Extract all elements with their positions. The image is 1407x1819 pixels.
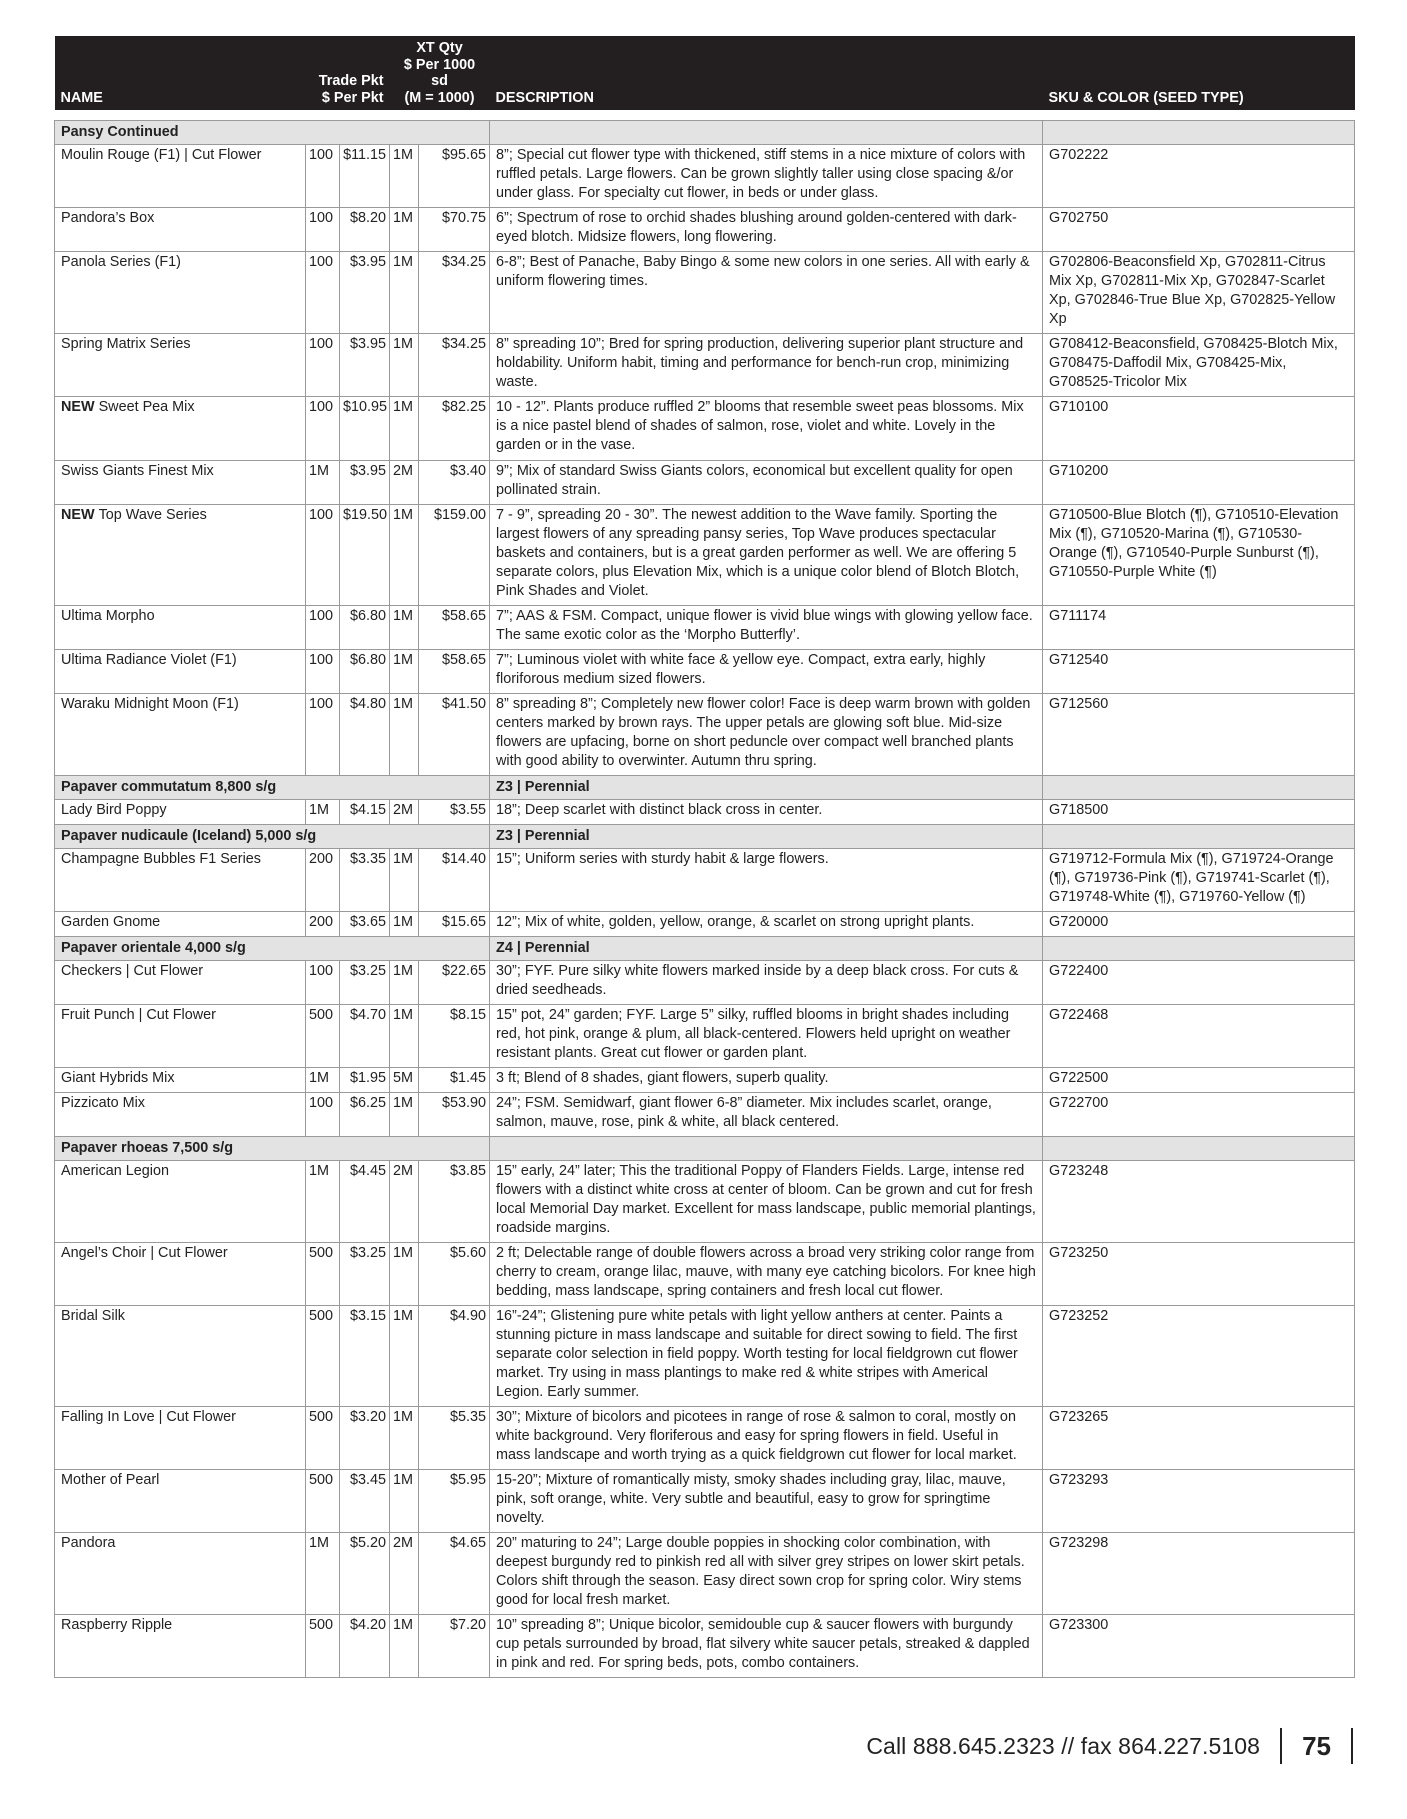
xt-price: $41.50	[419, 693, 490, 775]
page-footer	[866, 1726, 1353, 1766]
trade-pkt-price: $3.95	[340, 460, 390, 504]
section-title: Papaver rhoeas 7,500 s/g	[55, 1136, 490, 1160]
plant-name-text: Checkers | Cut Flower	[61, 962, 204, 979]
xt-price: $5.60	[419, 1243, 490, 1306]
trade-pkt-size: 500	[306, 1615, 340, 1678]
description: 7 - 9”, spreading 20 - 30”. The newest addition to the Wave family. Sporting the largest flowers of any spreading pansy series, Top Wave produces spectacular baskets and containers, but is a great garden performer as well. We are offering 5 separate colors, plus Elevation Mix, which is a unique color blend of Blotch Blotch, Pink Shades and Violet.	[490, 504, 1043, 605]
plant-name-text: Garden Gnome	[61, 913, 161, 930]
plant-name-text: Falling In Love | Cut Flower	[61, 1409, 236, 1426]
description: 8” spreading 10”; Bred for spring production, delivering superior plant structure and holdability. Uniform habit, timing and performance for bench-run crop, minimizing waste.	[490, 334, 1043, 397]
table-row	[55, 460, 1355, 504]
xt-qty: 1M	[390, 1615, 419, 1678]
xt-price: $5.95	[419, 1470, 490, 1533]
xt-qty: 2M	[390, 799, 419, 824]
plant-name	[55, 649, 306, 693]
plant-name	[55, 960, 306, 1004]
section-row	[55, 1136, 1355, 1160]
table-row	[55, 1407, 1355, 1470]
table-row	[55, 1004, 1355, 1067]
table-row	[55, 799, 1355, 824]
xt-qty: 1M	[390, 1243, 419, 1306]
trade-pkt-size: 100	[306, 397, 340, 460]
description: 18”; Deep scarlet with distinct black cross in center.	[490, 799, 1043, 824]
trade-pkt-price: $4.80	[340, 693, 390, 775]
contact-info: Call 888.645.2323 // fax 864.227.5108	[866, 1732, 1261, 1759]
description: 15-20”; Mixture of romantically misty, smoky shades including gray, lilac, mauve, pink, soft orange, white. Very subtle and beautiful, easy to grow for springtime novelty.	[490, 1470, 1043, 1533]
plant-name-text: Champagne Bubbles F1 Series	[61, 850, 261, 867]
trade-pkt-price: $3.25	[340, 960, 390, 1004]
page-number: 75	[1302, 1730, 1331, 1761]
xt-qty: 2M	[390, 1533, 419, 1615]
xt-qty: 1M	[390, 649, 419, 693]
header-sku: SKU & COLOR (SEED TYPE)	[1043, 36, 1355, 110]
description: 10” spreading 8”; Unique bicolor, semidouble cup & saucer flowers with burgundy cup petals surrounded by broad, flat silvery white saucer petals, streaked & dappled in pink and red. For spring beds, pots, combo containers.	[490, 1615, 1043, 1678]
trade-pkt-size: 1M	[306, 799, 340, 824]
header-name: NAME	[55, 36, 306, 110]
trade-pkt-price: $3.25	[340, 1243, 390, 1306]
plant-name	[55, 1470, 306, 1533]
plant-name-text: Ultima Morpho	[61, 607, 155, 624]
sku-color: G723265	[1043, 1407, 1355, 1470]
plant-name	[55, 334, 306, 397]
description: 7”; Luminous violet with white face & yellow eye. Compact, extra early, highly floriforous medium sized flowers.	[490, 649, 1043, 693]
section-zone: Z4 | Perennial	[490, 936, 1043, 960]
sku-color: G723300	[1043, 1615, 1355, 1678]
section-sku-empty	[1043, 121, 1355, 145]
section-row	[55, 775, 1355, 799]
description: 2 ft; Delectable range of double flowers across a broad very striking color range from cherry to cream, orange lilac, mauve, with many eye catching bicolors. For knee high bedding, mass landscape, spring containers and fresh local cut flower.	[490, 1243, 1043, 1306]
table-row	[55, 1161, 1355, 1243]
plant-name	[55, 504, 306, 605]
sku-color: G702750	[1043, 208, 1355, 252]
xt-price: $8.15	[419, 1004, 490, 1067]
table-row	[55, 252, 1355, 334]
plant-name	[55, 605, 306, 649]
trade-pkt-size: 100	[306, 693, 340, 775]
description: 15” pot, 24” garden; FYF. Large 5” silky, ruffled blooms in bright shades including red, hot pink, orange & plum, all black-centered. Flowers held upright on weather resistant plants. Great cut flower or garden plant.	[490, 1004, 1043, 1067]
plant-name	[55, 1407, 306, 1470]
plant-name	[55, 1306, 306, 1407]
table-header	[55, 36, 1355, 110]
table-row	[55, 605, 1355, 649]
xt-qty: 1M	[390, 1004, 419, 1067]
trade-pkt-price: $11.15	[340, 145, 390, 208]
plant-name	[55, 145, 306, 208]
xt-price: $4.90	[419, 1306, 490, 1407]
trade-pkt-price: $3.20	[340, 1407, 390, 1470]
xt-price: $58.65	[419, 649, 490, 693]
plant-name	[55, 460, 306, 504]
section-title: Papaver orientale 4,000 s/g	[55, 936, 490, 960]
trade-pkt-price: $8.20	[340, 208, 390, 252]
sku-color: G722400	[1043, 960, 1355, 1004]
trade-pkt-price: $1.95	[340, 1067, 390, 1092]
xt-qty: 1M	[390, 911, 419, 936]
table-row	[55, 334, 1355, 397]
trade-pkt-price: $6.80	[340, 649, 390, 693]
plant-name	[55, 1067, 306, 1092]
trade-pkt-size: 500	[306, 1306, 340, 1407]
sku-color: G702222	[1043, 145, 1355, 208]
xt-qty: 1M	[390, 1306, 419, 1407]
table-row	[55, 649, 1355, 693]
section-row	[55, 121, 1355, 145]
catalog-page	[54, 36, 1354, 1678]
description: 30”; Mixture of bicolors and picotees in range of rose & salmon to coral, mostly on white background. Very floriferous and easy for spring flowers in field. Useful in mass landscape and worth trying as a quick fieldgrown cut flower for local market.	[490, 1407, 1043, 1470]
sku-color: G723250	[1043, 1243, 1355, 1306]
plant-name-text: Top Wave Series	[98, 506, 207, 523]
sku-color: G723293	[1043, 1470, 1355, 1533]
plant-name-text: Mother of Pearl	[61, 1472, 160, 1489]
xt-price: $22.65	[419, 960, 490, 1004]
trade-pkt-size: 500	[306, 1407, 340, 1470]
xt-qty: 1M	[390, 1470, 419, 1533]
plant-name	[55, 911, 306, 936]
sku-color: G723248	[1043, 1161, 1355, 1243]
xt-price: $3.85	[419, 1161, 490, 1243]
xt-price: $5.35	[419, 1407, 490, 1470]
plant-name	[55, 1533, 306, 1615]
xt-price: $34.25	[419, 334, 490, 397]
xt-price: $53.90	[419, 1092, 490, 1136]
sku-color: G702806-Beaconsfield Xp, G702811-Citrus Mix Xp, G702811-Mix Xp, G702847-Scarlet Xp, G702846-True Blue Xp, G702825-Yellow Xp	[1043, 252, 1355, 334]
sku-color: G723298	[1043, 1533, 1355, 1615]
description: 15” early, 24” later; This the traditional Poppy of Flanders Fields. Large, intense red flowers with a distinct white cross at center of bloom. Can be grown and cut for fresh local Memorial Day market. Excellent for mass landscape, public memorial plantings, roadside margins.	[490, 1161, 1043, 1243]
trade-pkt-price: $3.15	[340, 1306, 390, 1407]
section-zone: Z3 | Perennial	[490, 824, 1043, 848]
footer-divider	[1280, 1728, 1282, 1764]
plant-name-text: Sweet Pea Mix	[98, 399, 195, 416]
description: 6”; Spectrum of rose to orchid shades blushing around golden-centered with dark-eyed blotch. Midsize flowers, long flowering.	[490, 208, 1043, 252]
table-row	[55, 1092, 1355, 1136]
trade-pkt-size: 100	[306, 605, 340, 649]
plant-name	[55, 1615, 306, 1678]
section-zone: Z3 | Perennial	[490, 775, 1043, 799]
table-row	[55, 960, 1355, 1004]
sku-color: G723252	[1043, 1306, 1355, 1407]
plant-name	[55, 1243, 306, 1306]
trade-pkt-price: $4.20	[340, 1615, 390, 1678]
trade-pkt-size: 100	[306, 252, 340, 334]
xt-price: $82.25	[419, 397, 490, 460]
sku-color: G719712-Formula Mix (¶), G719724-Orange (¶), G719736-Pink (¶), G719741-Scarlet (¶), G719748-White (¶), G719760-Yellow (¶)	[1043, 848, 1355, 911]
plant-name-text: Giant Hybrids Mix	[61, 1069, 175, 1086]
trade-pkt-size: 1M	[306, 1161, 340, 1243]
xt-qty: 1M	[390, 1407, 419, 1470]
new-badge: NEW	[61, 506, 95, 523]
description: 6-8”; Best of Panache, Baby Bingo & some new colors in one series. All with early & uniform flowering times.	[490, 252, 1043, 334]
description: 24”; FSM. Semidwarf, giant flower 6-8” diameter. Mix includes scarlet, orange, salmon, mauve, rose, pink & white, all black centered.	[490, 1092, 1043, 1136]
trade-pkt-size: 100	[306, 1092, 340, 1136]
trade-pkt-size: 200	[306, 911, 340, 936]
sku-color: G711174	[1043, 605, 1355, 649]
xt-qty: 1M	[390, 252, 419, 334]
plant-name-text: Pandora	[61, 1535, 116, 1552]
trade-pkt-price: $6.80	[340, 605, 390, 649]
xt-qty: 1M	[390, 145, 419, 208]
sku-color: G722700	[1043, 1092, 1355, 1136]
section-title: Papaver commutatum 8,800 s/g	[55, 775, 490, 799]
table-row	[55, 911, 1355, 936]
plant-name	[55, 799, 306, 824]
description: 10 - 12”. Plants produce ruffled 2” blooms that resemble sweet peas blossoms. Mix is a nice pastel blend of shades of salmon, rose, violet and white. Lovely in the garden or in the vase.	[490, 397, 1043, 460]
table-row	[55, 693, 1355, 775]
section-sku-empty	[1043, 936, 1355, 960]
xt-qty: 1M	[390, 334, 419, 397]
xt-price: $15.65	[419, 911, 490, 936]
section-row	[55, 824, 1355, 848]
table-row	[55, 145, 1355, 208]
trade-pkt-size: 200	[306, 848, 340, 911]
trade-pkt-size: 100	[306, 208, 340, 252]
sku-color: G712540	[1043, 649, 1355, 693]
header-trade-pkt: Trade Pkt $ Per Pkt	[306, 36, 390, 110]
plant-name	[55, 252, 306, 334]
sku-color: G718500	[1043, 799, 1355, 824]
xt-qty: 1M	[390, 397, 419, 460]
sku-color: G722500	[1043, 1067, 1355, 1092]
plant-name-text: Spring Matrix Series	[61, 336, 191, 353]
plant-name-text: Waraku Midnight Moon (F1)	[61, 695, 239, 712]
description: 9”; Mix of standard Swiss Giants colors, economical but excellent quality for open pollinated strain.	[490, 460, 1043, 504]
xt-qty: 1M	[390, 848, 419, 911]
xt-price: $1.45	[419, 1067, 490, 1092]
description: 7”; AAS & FSM. Compact, unique flower is vivid blue wings with glowing yellow face. The same exotic color as the ‘Morpho Butterfly’.	[490, 605, 1043, 649]
plant-name-text: Ultima Radiance Violet (F1)	[61, 651, 237, 668]
plant-name-text: American Legion	[61, 1163, 169, 1179]
trade-pkt-price: $19.50	[340, 504, 390, 605]
sku-color: G710100	[1043, 397, 1355, 460]
xt-price: $58.65	[419, 605, 490, 649]
trade-pkt-price: $4.70	[340, 1004, 390, 1067]
description: 8” spreading 8”; Completely new flower color! Face is deep warm brown with golden centers marked by brown rays. The upper petals are glowing soft blue. Mid-size flowers are upfacing, borne on short peduncle over compact well branched plants with good ability to overwinter. Autumn thru spring.	[490, 693, 1043, 775]
table-row	[55, 1470, 1355, 1533]
sku-color: G708412-Beaconsfield, G708425-Blotch Mix, G708475-Daffodil Mix, G708425-Mix, G708525-Tricolor Mix	[1043, 334, 1355, 397]
xt-qty: 1M	[390, 504, 419, 605]
xt-qty: 1M	[390, 693, 419, 775]
xt-price: $34.25	[419, 252, 490, 334]
section-sku-empty	[1043, 824, 1355, 848]
section-zone	[490, 121, 1043, 145]
plant-name	[55, 397, 306, 460]
xt-price: $7.20	[419, 1615, 490, 1678]
table-row	[55, 397, 1355, 460]
plant-name	[55, 208, 306, 252]
trade-pkt-size: 1M	[306, 1533, 340, 1615]
trade-pkt-size: 100	[306, 960, 340, 1004]
xt-price: $14.40	[419, 848, 490, 911]
trade-pkt-price: $3.35	[340, 848, 390, 911]
xt-qty: 1M	[390, 208, 419, 252]
sku-color: G720000	[1043, 911, 1355, 936]
plant-name-text: Raspberry Ripple	[61, 1617, 173, 1634]
trade-pkt-price: $5.20	[340, 1533, 390, 1615]
xt-qty: 5M	[390, 1067, 419, 1092]
trade-pkt-price: $3.95	[340, 252, 390, 334]
plant-name-text: Pandora’s Box	[61, 210, 155, 227]
description: 16”-24”; Glistening pure white petals with light yellow anthers at center. Paints a stunning picture in mass landscape and suitable for direct sowing to field. The first separate color selection in field poppy. Worth testing for local fieldgrown cut flower market. Try using in mass plantings to make red & white stripes with Americal Legion. Early summer.	[490, 1306, 1043, 1407]
xt-qty: 1M	[390, 960, 419, 1004]
xt-price: $4.65	[419, 1533, 490, 1615]
trade-pkt-size: 500	[306, 1004, 340, 1067]
sku-color: G710500-Blue Blotch (¶), G710510-Elevation Mix (¶), G710520-Marina (¶), G710530-Orange (¶), G710540-Purple Sunburst (¶), G710550-Purple White (¶)	[1043, 504, 1355, 605]
plant-name-text: Moulin Rouge (F1) | Cut Flower	[61, 147, 262, 164]
plant-name-text: Angel’s Choir | Cut Flower	[61, 1245, 228, 1262]
trade-pkt-size: 100	[306, 334, 340, 397]
description: 15”; Uniform series with sturdy habit & large flowers.	[490, 848, 1043, 911]
description: 3 ft; Blend of 8 shades, giant flowers, superb quality.	[490, 1067, 1043, 1092]
description: 8”; Special cut flower type with thickened, stiff stems in a nice mixture of colors with ruffled petals. Large flowers. Can be grown slightly taller using close spacing &/or under glass. For specialty cut flower, in beds or under glass.	[490, 145, 1043, 208]
xt-price: $3.40	[419, 460, 490, 504]
trade-pkt-price: $4.15	[340, 799, 390, 824]
description: 12”; Mix of white, golden, yellow, orange, & scarlet on strong upright plants.	[490, 911, 1043, 936]
trade-pkt-size: 500	[306, 1243, 340, 1306]
trade-pkt-price: $3.95	[340, 334, 390, 397]
plant-name	[55, 1092, 306, 1136]
new-badge: NEW	[61, 399, 95, 416]
trade-pkt-price: $10.95	[340, 397, 390, 460]
seed-price-table	[54, 36, 1355, 1678]
plant-name-text: Fruit Punch | Cut Flower	[61, 1006, 216, 1023]
trade-pkt-size: 1M	[306, 460, 340, 504]
trade-pkt-price: $3.65	[340, 911, 390, 936]
xt-qty: 1M	[390, 605, 419, 649]
xt-qty: 2M	[390, 1161, 419, 1243]
trade-pkt-price: $6.25	[340, 1092, 390, 1136]
description: 20” maturing to 24”; Large double poppies in shocking color combination, with deepest burgundy red to pinkish red all with silver grey stripes on lower skirt petals. Colors shift through the season. Easy direct sown crop for spring color. Wiry stems good for local fresh market.	[490, 1533, 1043, 1615]
plant-name-text: Pizzicato Mix	[61, 1094, 145, 1111]
footer-divider	[1351, 1728, 1353, 1764]
plant-name-text: Bridal Silk	[61, 1308, 125, 1325]
plant-name-text: Lady Bird Poppy	[61, 801, 167, 818]
xt-price: $95.65	[419, 145, 490, 208]
xt-price: $159.00	[419, 504, 490, 605]
trade-pkt-size: 1M	[306, 1067, 340, 1092]
xt-price: $70.75	[419, 208, 490, 252]
plant-name-text: Panola Series (F1)	[61, 254, 181, 271]
xt-qty: 1M	[390, 1092, 419, 1136]
section-title: Pansy Continued	[55, 121, 490, 145]
table-row	[55, 1306, 1355, 1407]
section-title: Papaver nudicaule (Iceland) 5,000 s/g	[55, 824, 490, 848]
xt-qty: 2M	[390, 460, 419, 504]
plant-name	[55, 693, 306, 775]
sku-color: G712560	[1043, 693, 1355, 775]
xt-price: $3.55	[419, 799, 490, 824]
table-row	[55, 1067, 1355, 1092]
table-row	[55, 1533, 1355, 1615]
header-description: DESCRIPTION	[490, 36, 1043, 110]
table-row	[55, 1243, 1355, 1306]
plant-name	[55, 1161, 306, 1243]
table-row	[55, 208, 1355, 252]
header-xt-qty: XT Qty $ Per 1000 sd (M = 1000)	[390, 36, 490, 110]
trade-pkt-size: 100	[306, 504, 340, 605]
trade-pkt-price: $4.45	[340, 1161, 390, 1243]
trade-pkt-price: $3.45	[340, 1470, 390, 1533]
sku-color: G710200	[1043, 460, 1355, 504]
table-body	[55, 110, 1355, 1678]
plant-name	[55, 848, 306, 911]
plant-name	[55, 1004, 306, 1067]
section-sku-empty	[1043, 1136, 1355, 1160]
table-row	[55, 848, 1355, 911]
section-row	[55, 936, 1355, 960]
sku-color: G722468	[1043, 1004, 1355, 1067]
table-row	[55, 1615, 1355, 1678]
trade-pkt-size: 500	[306, 1470, 340, 1533]
plant-name-text: Swiss Giants Finest Mix	[61, 462, 214, 479]
section-zone	[490, 1136, 1043, 1160]
table-row	[55, 504, 1355, 605]
trade-pkt-size: 100	[306, 649, 340, 693]
trade-pkt-size: 100	[306, 145, 340, 208]
description: 30”; FYF. Pure silky white flowers marked inside by a deep black cross. For cuts & dried seedheads.	[490, 960, 1043, 1004]
section-sku-empty	[1043, 775, 1355, 799]
